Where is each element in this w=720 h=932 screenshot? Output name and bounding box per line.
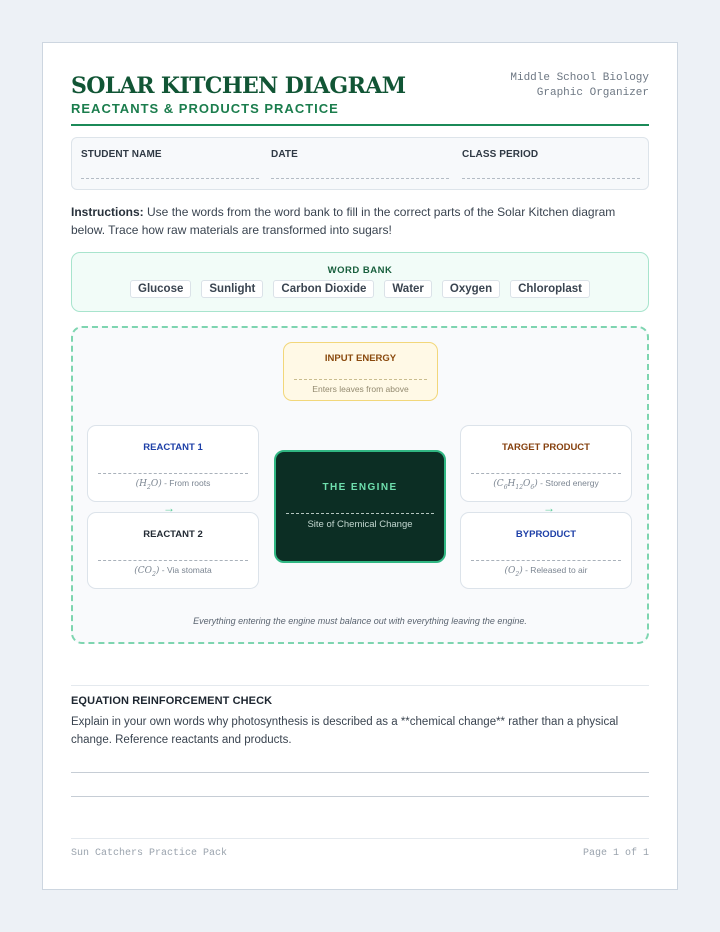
byproduct-note: $(O_2)$ - Released to air bbox=[504, 565, 588, 578]
byproduct-blank[interactable] bbox=[471, 560, 621, 561]
reactant-1-note: $(H_2O)$ - From roots bbox=[135, 478, 211, 491]
reactant-2-note: $(CO_2)$ - Via stomata bbox=[134, 565, 212, 578]
arrow-right-icon: → bbox=[163, 501, 175, 515]
byproduct-box bbox=[460, 512, 632, 589]
solar-kitchen-diagram bbox=[71, 326, 649, 644]
input-energy-title: INPUT ENERGY bbox=[324, 353, 397, 364]
date-label: DATE bbox=[271, 149, 298, 160]
meta-type: Graphic Organizer bbox=[536, 87, 649, 99]
class-period-field[interactable] bbox=[462, 149, 640, 179]
equation-check-title: EQUATION REINFORCEMENT CHECK bbox=[71, 695, 273, 707]
equation-check-prompt: Explain in your own words why photosynthesis is described as a **chemical change** rather than a physical change. Reference reactants and products. bbox=[71, 716, 619, 746]
target-product-title: TARGET PRODUCT bbox=[502, 442, 590, 453]
engine-blank[interactable] bbox=[286, 513, 434, 514]
class-period-line[interactable] bbox=[462, 178, 640, 179]
diagram-caption: Everything entering the engine must balance out with everything leaving the engine. bbox=[193, 616, 527, 626]
header-meta bbox=[510, 71, 649, 101]
student-name-field[interactable] bbox=[81, 149, 259, 179]
class-period-label: CLASS PERIOD bbox=[462, 149, 539, 160]
engine-subtitle: Site of Chemical Change bbox=[307, 519, 413, 530]
reactant-2-blank[interactable] bbox=[98, 560, 248, 561]
word-chip: Oxygen bbox=[442, 280, 500, 298]
word-bank-title: WORD BANK bbox=[327, 265, 393, 276]
input-energy-box bbox=[283, 342, 438, 401]
meta-course: Middle School Biology bbox=[510, 72, 649, 84]
word-chip: Glucose bbox=[130, 280, 191, 298]
instructions-text: Use the words from the word bank to fill in the correct parts of the Solar Kitchen diagram below. Trace how raw materials are transformed into sugars! bbox=[71, 205, 616, 237]
reactant-1-title: REACTANT 1 bbox=[143, 442, 203, 453]
header-rule bbox=[71, 124, 649, 126]
answer-line[interactable] bbox=[71, 772, 649, 773]
input-energy-note: Enters leaves from above bbox=[312, 384, 409, 394]
student-name-label: STUDENT NAME bbox=[81, 149, 162, 160]
engine-title: THE ENGINE bbox=[322, 482, 398, 493]
reactant-2-box bbox=[87, 512, 259, 589]
word-bank bbox=[71, 252, 649, 312]
student-info-box bbox=[71, 137, 649, 190]
worksheet-subtitle: REACTANTS & PRODUCTS PRACTICE bbox=[71, 101, 339, 116]
word-chip: Chloroplast bbox=[510, 280, 590, 298]
worksheet-page bbox=[42, 42, 678, 890]
word-chip: Water bbox=[384, 280, 432, 298]
date-line[interactable] bbox=[271, 178, 449, 179]
input-energy-blank[interactable] bbox=[294, 379, 427, 380]
target-product-blank[interactable] bbox=[471, 473, 621, 474]
reactant-1-blank[interactable] bbox=[98, 473, 248, 474]
footer-pack-name: Sun Catchers Practice Pack bbox=[71, 848, 228, 859]
word-chip: Carbon Dioxide bbox=[273, 280, 374, 298]
target-product-box bbox=[460, 425, 632, 502]
footer-page-number: Page 1 of 1 bbox=[582, 848, 649, 859]
engine-box bbox=[274, 450, 446, 563]
reactant-2-title: REACTANT 2 bbox=[143, 529, 203, 540]
instructions-label: Instructions: bbox=[71, 205, 144, 219]
instructions bbox=[71, 203, 651, 239]
date-field[interactable] bbox=[271, 149, 449, 179]
student-name-line[interactable] bbox=[81, 178, 259, 179]
arrow-right-icon: → bbox=[543, 501, 555, 515]
byproduct-title: BYPRODUCT bbox=[515, 529, 577, 540]
word-bank-list bbox=[72, 280, 648, 298]
worksheet-title: SOLAR KITCHEN DIAGRAM bbox=[71, 73, 406, 99]
footer-divider bbox=[71, 838, 649, 839]
word-chip: Sunlight bbox=[201, 280, 263, 298]
reactant-1-box bbox=[87, 425, 259, 502]
target-product-note: $(C_6H_{12}O_6)$ - Stored energy bbox=[493, 478, 599, 491]
section-divider bbox=[71, 685, 649, 686]
answer-line[interactable] bbox=[71, 796, 649, 797]
